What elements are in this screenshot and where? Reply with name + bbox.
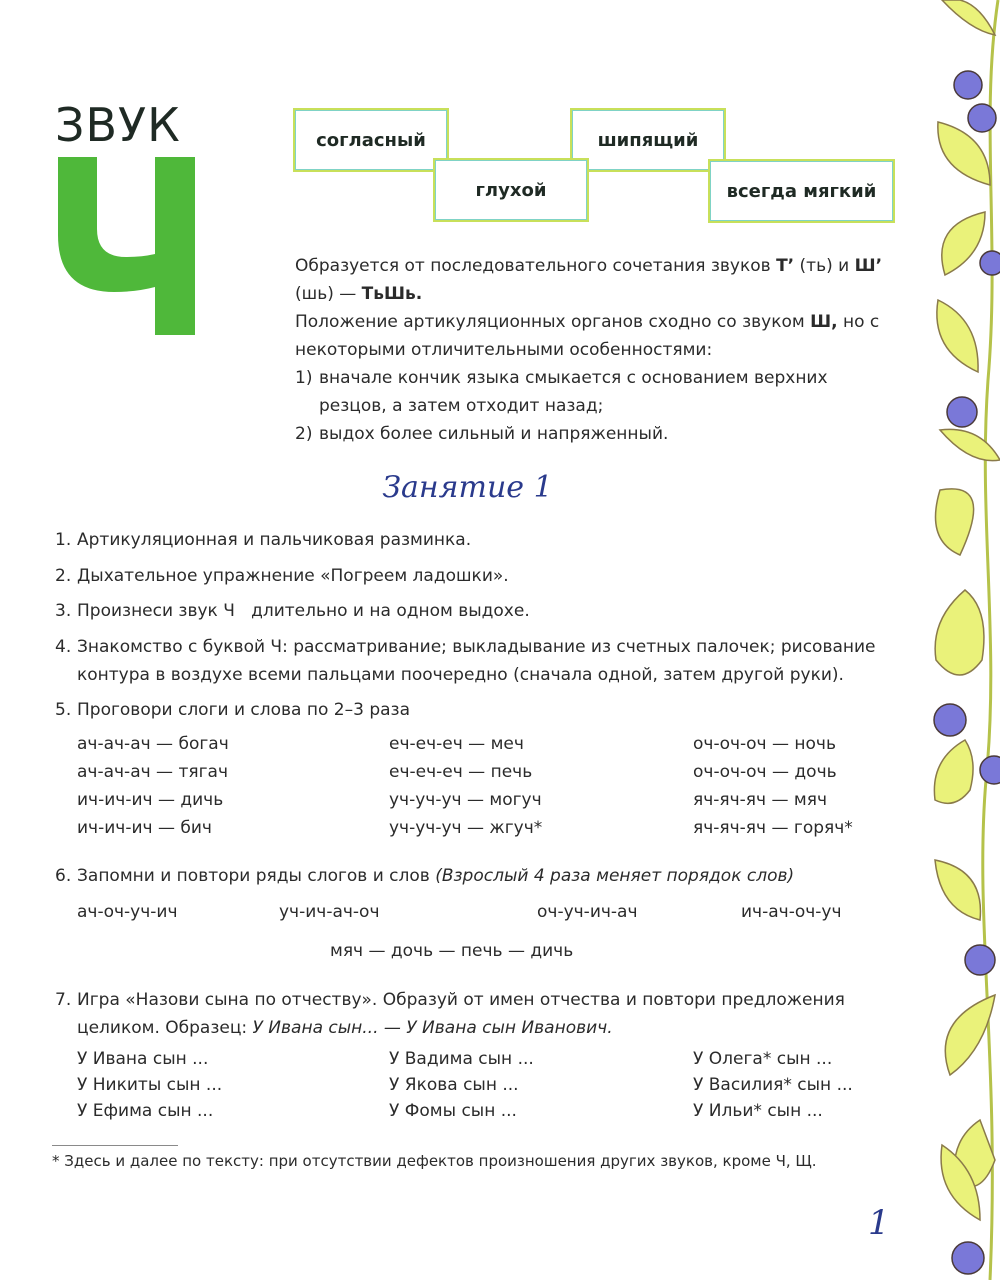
leaf-icon [935, 590, 984, 675]
syllable-row: еч-еч-еч — меч [389, 734, 524, 754]
leaf-icon [942, 212, 985, 275]
tag-consonant: согласный [293, 108, 449, 172]
lesson-item-7: 7. Игра «Назови сына по отчеству». Образуй от имен отчества и повтори предложения целиком. Образец: У Ивана сын... — У Ивана сын Иванович. [55, 990, 845, 1038]
lesson-item-5: 5. Проговори слоги и слова по 2–3 раза [55, 700, 410, 720]
lesson-item-3: 3. Произнеси звук Ч длительно и на одном выдохе. [55, 601, 530, 621]
berry-icon [980, 756, 1000, 784]
sound-sh-soft: Ш’ [854, 256, 883, 276]
berry-icon [952, 1242, 984, 1274]
patronymic-prompt: У Никиты сын ... [77, 1075, 223, 1095]
syllable-series: ач-оч-уч-ич [77, 902, 178, 922]
page-number: 1 [868, 1203, 890, 1243]
sound-description [295, 252, 895, 448]
feature-item: 2) выдох более сильный и напряженный. [295, 424, 669, 444]
syllable-series: уч-ич-ач-оч [279, 902, 380, 922]
leaf-icon [942, 0, 995, 35]
syllable-row: ач-ач-ач — тягач [77, 762, 228, 782]
syllable-row: еч-еч-еч — печь [389, 762, 533, 782]
vine-stem [983, 0, 998, 1280]
description-para-2: Положение артикуляционных органов сходно со звуком Ш, но с некоторыми отличительными особенностями: [295, 312, 880, 360]
description-para-1: Образуется от последовательного сочетания звуков Т’ (ть) и Ш’ (шь) — ТьШь. [295, 256, 883, 304]
syllable-row: яч-яч-яч — мяч [693, 790, 827, 810]
syllable-row: ач-ач-ач — богач [77, 734, 229, 754]
berry-icon [965, 945, 995, 975]
patronymic-prompt: У Ильи* сын ... [693, 1101, 823, 1121]
berry-icon [954, 71, 982, 99]
patronymic-prompt: У Ефима сын ... [77, 1101, 214, 1121]
feature-item: 1) вначале кончик языка смыкается с основанием верхних резцов, а затем отходит назад; [295, 368, 828, 416]
berry-icon [947, 397, 977, 427]
sound-combination: ТьШь [361, 284, 416, 304]
leaf-icon [936, 489, 974, 555]
berry-icon [968, 104, 996, 132]
syllable-row: яч-яч-яч — горяч* [693, 818, 853, 838]
syllable-row: оч-оч-оч — ночь [693, 734, 836, 754]
tag-always-soft: всегда мягкий [708, 159, 895, 223]
syllable-row: оч-оч-оч — дочь [693, 762, 837, 782]
lesson-item-4: 4. Знакомство с буквой Ч: рассматривание; выкладывание из счетных палочек; рисование контура в воздухе всеми пальцами поочередно (сначала одной, затем другой руки). [55, 637, 876, 685]
sound-t-soft: Т’ [776, 256, 795, 276]
patronymic-prompt: У Вадима сын ... [389, 1049, 534, 1069]
berry-icon [934, 704, 966, 736]
feature-list [295, 364, 895, 448]
patronymic-prompt: У Василия* сын ... [693, 1075, 853, 1095]
footnote-divider [52, 1145, 178, 1146]
syllable-row: ич-ич-ич — бич [77, 818, 212, 838]
sound-word: ЗВУК [55, 98, 181, 152]
syllable-row: уч-уч-уч — жгуч* [389, 818, 543, 838]
leaf-icon [935, 860, 980, 920]
lesson-item-1: 1. Артикуляционная и пальчиковая разминка. [55, 530, 472, 550]
tag-hissing: шипящий [570, 108, 726, 172]
berry-icon [980, 251, 1000, 275]
lesson-item-2: 2. Дыхательное упражнение «Погреем ладошки». [55, 566, 509, 586]
footnote: * Здесь и далее по тексту: при отсутствии дефектов произношения других звуков, кроме Ч, Щ. [52, 1152, 817, 1170]
lesson-title: Занятие 1 [382, 470, 553, 505]
letter-ch-shape [58, 157, 195, 335]
leaf-icon [937, 300, 978, 372]
tag-voiceless: глухой [433, 158, 589, 222]
word-series: мяч — дочь — печь — дичь [330, 941, 574, 961]
patronymic-prompt: У Олега* сын ... [693, 1049, 833, 1069]
syllable-row: ич-ич-ич — дичь [77, 790, 224, 810]
patronymic-prompt: У Ивана сын ... [77, 1049, 209, 1069]
leaf-icon [934, 740, 973, 803]
syllable-series: оч-уч-ич-ач [537, 902, 638, 922]
patronymic-prompt: У Якова сын ... [389, 1075, 519, 1095]
syllable-series: ич-ач-оч-уч [741, 902, 842, 922]
big-letter-ch [56, 157, 196, 335]
syllable-row: уч-уч-уч — могуч [389, 790, 542, 810]
berry-vine-border [900, 0, 1000, 1280]
leaf-icon [940, 429, 1000, 460]
patronymic-prompt: У Фомы сын ... [389, 1101, 517, 1121]
lesson-item-6: 6. Запомни и повтори ряды слогов и слов (Взрослый 4 раза меняет порядок слов) [55, 866, 795, 886]
